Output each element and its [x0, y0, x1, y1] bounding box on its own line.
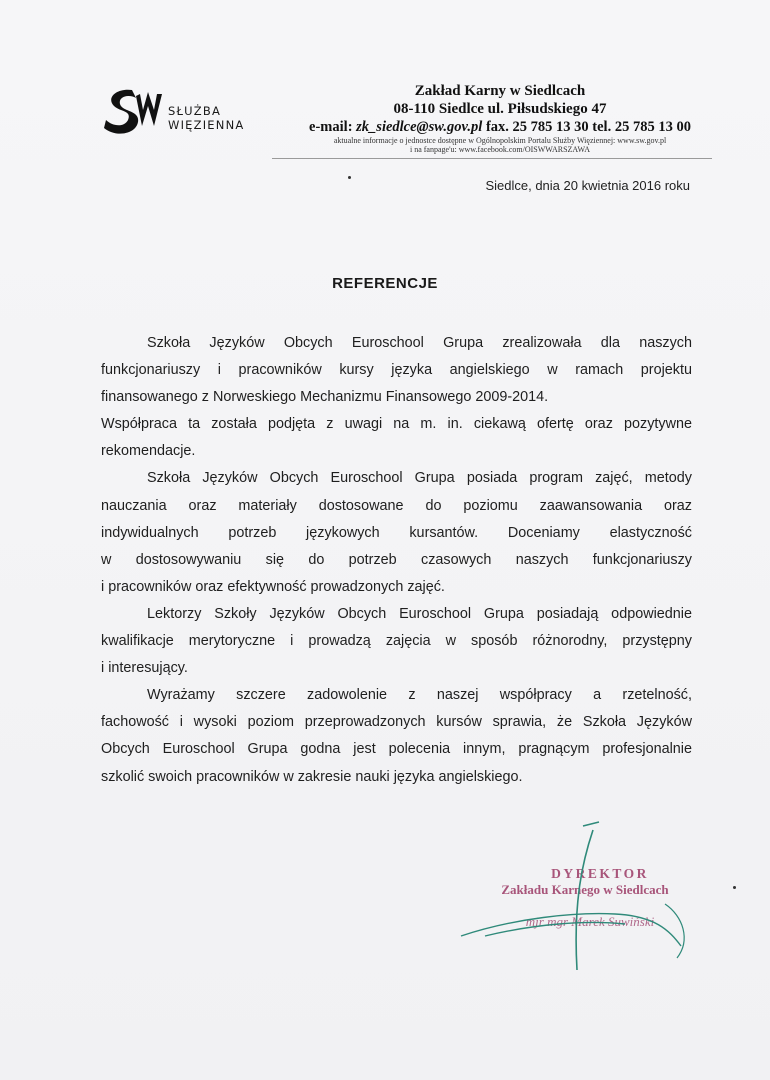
email-link[interactable]: zk_siedlce@sw.gov.pl: [356, 119, 483, 135]
letter-title: REFERENCJE: [332, 275, 438, 292]
body-line: Wyrażamy szczere zadowolenie z naszej współpracy a rzetelność,: [147, 687, 692, 704]
body-line: w dostosowywaniu się do potrzeb czasowych naszych funkcjonariuszy: [101, 551, 692, 568]
body-line: Szkoła Języków Obcych Euroschool Grupa posiada program zajęć, metody: [147, 470, 692, 487]
letter-body: [101, 330, 692, 791]
body-line: Lektorzy Szkoły Języków Obcych Euroschool Grupa posiadają odpowiednie: [147, 605, 692, 622]
body-line: i pracowników oraz efektywność prowadzonych zajęć.: [101, 578, 445, 595]
letter-date: Siedlce, dnia 20 kwietnia 2016 roku: [485, 178, 690, 193]
org-name: Zakład Karny w Siedlcach: [414, 83, 586, 99]
body-line: Szkoła Języków Obcych Euroschool Grupa zrealizowała dla naszych: [147, 335, 692, 351]
stamp-role: DYREKTOR: [551, 866, 649, 881]
header-divider: [272, 158, 712, 159]
body-line: szkolić swoich pracowników w zakresie nauki języka angielskiego.: [101, 768, 523, 785]
body-line: nauczania oraz materiały dostosowane do poziomu zaawansowania oraz: [101, 497, 692, 514]
body-line: indywidualnych potrzeb językowych kursantów. Doceniamy elastyczność: [101, 524, 692, 541]
org-address: 08-110 Siedlce ul. Piłsudskiego 47: [393, 101, 607, 117]
body-line: Współpraca ta została podjęta z uwagi na m. in. ciekawą ofertę oraz pozytywne: [101, 416, 692, 433]
logo: [102, 84, 262, 144]
body-line: funkcjonariuszy i pracowników kursy języka angielskiego w ramach projektu: [101, 362, 692, 379]
letterhead: [290, 82, 710, 154]
email-label: e-mail:: [309, 119, 353, 135]
body-line: kwalifikacje merytoryczne i prowadzą zajęcia w sposób różnorodny, przystępny: [101, 633, 692, 650]
stamp-name: mjr mgr Marek Suwiński: [525, 914, 655, 929]
sw-emblem-icon: [102, 84, 164, 144]
logo-wordmark: [168, 104, 244, 132]
paper-speck: [348, 176, 351, 179]
paper-speck: [733, 886, 736, 889]
phone-numbers: fax. 25 785 13 30 tel. 25 785 13 00: [485, 119, 691, 135]
logo-line-2: WIĘZIENNA: [168, 118, 245, 132]
body-line: finansowanego z Norweskiego Mechanizmu Finansowego 2009-2014.: [101, 389, 549, 406]
body-line: i interesujący.: [101, 660, 188, 677]
info-line-1: aktualne informacje o jednostce dostępne w Ogólnopolskim Portalu Służby Więziennej: www.sw.gov.pl: [333, 136, 667, 145]
body-line: fachowość i wysoki poziom przeprowadzonych kursów sprawia, że Szkoła Języków: [101, 714, 692, 731]
stamp-institution: Zakładu Karnego w Siedlcach: [501, 882, 669, 897]
body-line: rekomendacje.: [101, 443, 196, 460]
org-contact: [290, 118, 710, 136]
logo-line-1: SŁUŻBA: [168, 104, 222, 118]
handwritten-signature: [455, 820, 705, 980]
body-line: Obcych Euroschool Grupa godna jest polecenia innym, pragnącym profesjonalnie: [101, 741, 692, 758]
info-line-2: i na fanpage'u: www.facebook.com/OISWWARSZAWA: [409, 145, 590, 154]
